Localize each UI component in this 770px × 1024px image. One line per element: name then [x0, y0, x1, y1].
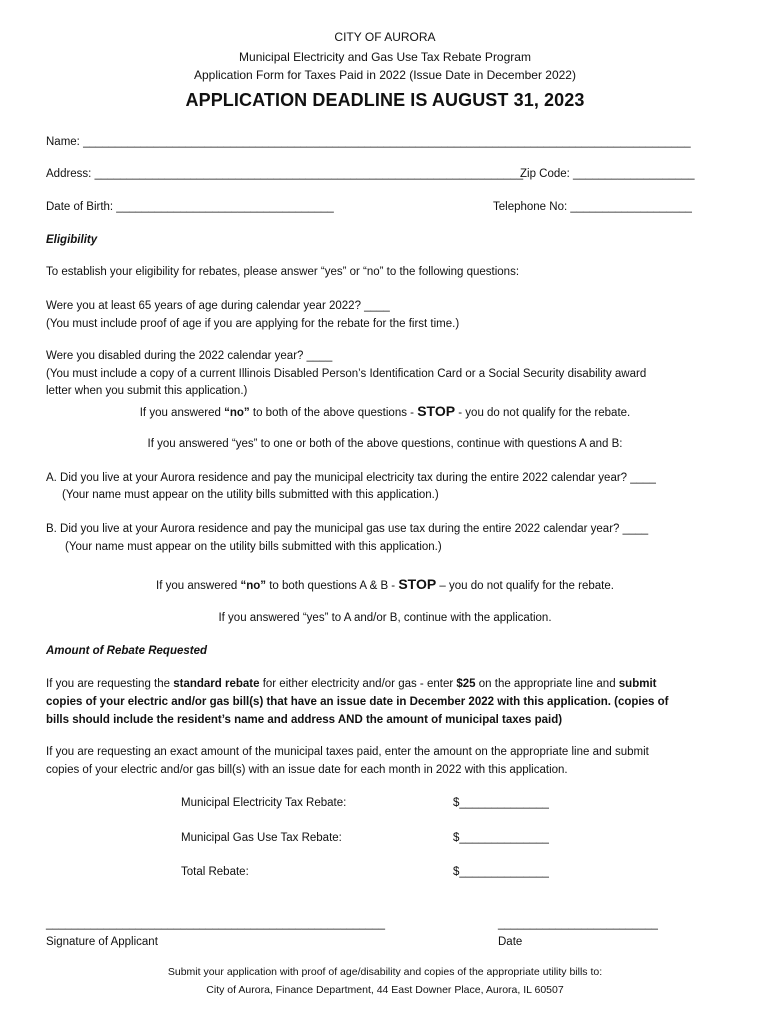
stop1-no: “no”: [224, 407, 250, 419]
rebate-heading: Amount of Rebate Requested: [46, 645, 208, 657]
gas-rebate-field[interactable]: $______________: [453, 832, 549, 844]
standard-rebate-line-3: bills should include the resident’s name and address AND the amount of municipal taxes paid): [46, 714, 563, 726]
signature-line[interactable]: _____________________________________________________: [46, 918, 385, 930]
disabled-question-note: (You must include a copy of a current Illinois Disabled Person’s Identification Card or a Social Security disability award: [46, 368, 647, 380]
question-b[interactable]: B. Did you live at your Aurora residence and pay the municipal gas use tax during the entire 2022 calendar year? ____: [46, 523, 649, 535]
question-b-note: (Your name must appear on the utility bills submitted with this application.): [65, 541, 442, 553]
continue-instruction-2: If you answered “yes” to A and/or B, continue with the application.: [218, 612, 552, 624]
telephone-field[interactable]: Telephone No: ___________________: [493, 201, 692, 213]
age-question[interactable]: Were you at least 65 years of age during calendar year 2022? ____: [46, 300, 390, 312]
stop1-mid: to both of the above questions -: [249, 407, 418, 419]
p1-c: for either electricity and/or gas - enter: [259, 678, 457, 690]
submission-instructions: Submit your application with proof of age/disability and copies of the appropriate utility bills to:: [167, 966, 603, 978]
finance-department-address: City of Aurora, Finance Department, 44 East Downer Place, Aurora, IL 60507: [206, 984, 564, 996]
age-question-note: (You must include proof of age if you are applying for the rebate for the first time.): [46, 318, 460, 330]
stop1-pre: If you answered: [139, 407, 225, 419]
stop1-post: - you do not qualify for the rebate.: [455, 407, 631, 419]
stop2-pre: If you answered: [156, 580, 241, 592]
exact-rebate-line-2: copies of your electric and/or gas bill(s) with an issue date for each month in 2022 with this application.: [46, 764, 568, 776]
stop1-stop: STOP: [417, 403, 456, 419]
p1-amount: $25: [456, 678, 476, 690]
standard-rebate-line-2: copies of your electric and/or gas bill(s) that have an issue date in December 2022 with this application. (copies of: [46, 696, 669, 708]
question-a-note: (Your name must appear on the utility bills submitted with this application.): [62, 489, 439, 501]
electricity-rebate-field[interactable]: $______________: [453, 797, 549, 809]
stop2-post: – you do not qualify for the rebate.: [436, 580, 614, 592]
continue-instruction-1: If you answered “yes” to one or both of the above questions, continue with questions A and B:: [147, 438, 623, 450]
name-field[interactable]: Name: _______________________________________________________________________________________________: [46, 136, 691, 148]
p1-standard-rebate: standard rebate: [173, 678, 260, 690]
stop-instruction-1: [0, 403, 770, 419]
date-of-birth-field[interactable]: Date of Birth: __________________________________: [46, 201, 334, 213]
eligibility-heading: Eligibility: [46, 234, 98, 246]
signature-label: Signature of Applicant: [46, 936, 158, 948]
stop2-stop: STOP: [398, 576, 437, 592]
date-line[interactable]: _________________________: [498, 918, 658, 930]
p1-submit: submit: [618, 678, 657, 690]
question-a[interactable]: A. Did you live at your Aurora residence and pay the municipal electricity tax during the entire 2022 calendar year? ____: [46, 472, 656, 484]
electricity-rebate-label: Municipal Electricity Tax Rebate:: [181, 797, 347, 809]
exact-rebate-line-1: If you are requesting an exact amount of the municipal taxes paid, enter the amount on the appropriate line and submit: [46, 746, 649, 758]
total-rebate-field[interactable]: $______________: [453, 866, 549, 878]
disabled-question-note-cont: letter when you submit this application.): [46, 385, 248, 397]
stop2-mid: to both questions A & B -: [266, 580, 399, 592]
city-name: CITY OF AURORA: [334, 30, 436, 44]
stop2-no: “no”: [240, 580, 266, 592]
program-title: Municipal Electricity and Gas Use Tax Rebate Program: [239, 50, 531, 64]
p1-a: If you are requesting the: [46, 678, 174, 690]
disabled-question[interactable]: Were you disabled during the 2022 calendar year? ____: [46, 350, 333, 362]
deadline-heading: APPLICATION DEADLINE IS AUGUST 31, 2023: [185, 90, 585, 110]
address-field[interactable]: Address: ___________________________________________________________________: [46, 168, 524, 180]
standard-rebate-line-1: [46, 678, 656, 690]
eligibility-intro: To establish your eligibility for rebates, please answer “yes” or “no” to the following questions:: [46, 266, 520, 278]
gas-rebate-label: Municipal Gas Use Tax Rebate:: [181, 832, 342, 844]
stop-instruction-2: [0, 576, 770, 592]
total-rebate-label: Total Rebate:: [181, 866, 249, 878]
date-label: Date: [498, 936, 523, 948]
zip-code-field[interactable]: Zip Code: ___________________: [520, 168, 695, 180]
form-title: Application Form for Taxes Paid in 2022 (Issue Date in December 2022): [194, 68, 576, 82]
p1-e: on the appropriate line and: [475, 678, 619, 690]
